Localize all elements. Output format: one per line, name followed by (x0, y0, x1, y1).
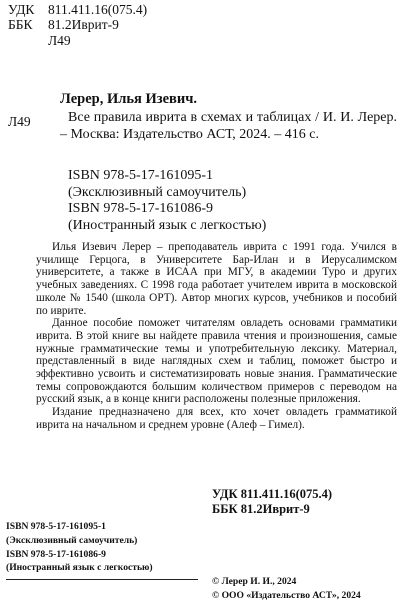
book-summary-paragraph: Данное пособие поможет читателям овладеть основами грамматики иврита. В этой книге вы найдете правила чтения и произношения, самые нужные грамматические темы и употребительную лексику. Материал, представленный в виде наглядных схем и таблиц, поможет быстро и эффективно усвоить и систематизировать новые знания. Грамматические темы сопровождаются большим количеством примеров с переводом на русский язык, а в конце книги расположены полезные приложения. (36, 317, 397, 406)
author-bio-paragraph: Илья Изевич Лерер – преподаватель иврита с 1991 года. Учился в училище Герцога, в Университете Бар-Илан и в Иерусалимском университете, а также в ИСАА при МГУ, в академии Туро и других учебных заведениях. С 1998 года работает учителем иврита в московской школе № 1540 (школа ОРТ). Автор многих курсов, учебников и пособий по иврите. (36, 241, 397, 317)
bibliographic-description: Все правила иврита в схемах и таблицах / И. И. Лерер. – Москва: Издательство АСТ, 2024. – 416 с. (60, 110, 397, 142)
bbk-value: 81.2Иврит-9 (48, 17, 119, 32)
side-author-mark: Л49 (8, 114, 31, 129)
copyright-publisher: © ООО «Издательство АСТ», 2024 (212, 589, 361, 601)
isbn-footer-line: ISBN 978-5-17-161095-1 (6, 521, 106, 532)
udk-value: 811.411.16(075.4) (48, 2, 148, 17)
bbk-header-row (8, 17, 119, 32)
isbn-footer-line: ISBN 978-5-17-161086-9 (6, 548, 106, 560)
classification-codes (212, 487, 332, 517)
isbn-footer-series: (Иностранный язык с легкостью) (6, 562, 153, 574)
udk-code: УДК 811.411.16(075.4) (212, 487, 333, 501)
author-mark: Л49 (48, 33, 71, 48)
isbn-block (68, 168, 266, 234)
audience-paragraph: Издание предназначено для всех, кто хочет овладеть грамматикой иврита на начальном и среднем уровне (Алеф – Гимел). (36, 406, 397, 431)
bbk-code: ББК 81.2Иврит-9 (212, 502, 310, 516)
author-name: Лерер, Илья Изевич. (60, 91, 198, 107)
copyright-author: © Лерер И. И., 2024 (212, 576, 297, 587)
bbk-label: ББК (8, 17, 33, 32)
isbn-series-line: (Эксклюзивный самоучитель) (68, 184, 247, 200)
isbn-series-line: (Иностранный язык с легкостью) (68, 217, 267, 233)
author-mark-row (8, 33, 71, 48)
isbn-footer-series: (Эксклюзивный самоучитель) (6, 534, 138, 546)
udk-header-row (8, 2, 147, 17)
isbn-line: ISBN 978-5-17-161095-1 (68, 168, 214, 183)
copyright-block (212, 575, 361, 603)
annotation-text (36, 241, 397, 432)
udk-label: УДК (8, 2, 35, 17)
isbn-footer (6, 520, 153, 575)
footer-rule (6, 579, 198, 580)
isbn-line: ISBN 978-5-17-161086-9 (68, 201, 214, 216)
